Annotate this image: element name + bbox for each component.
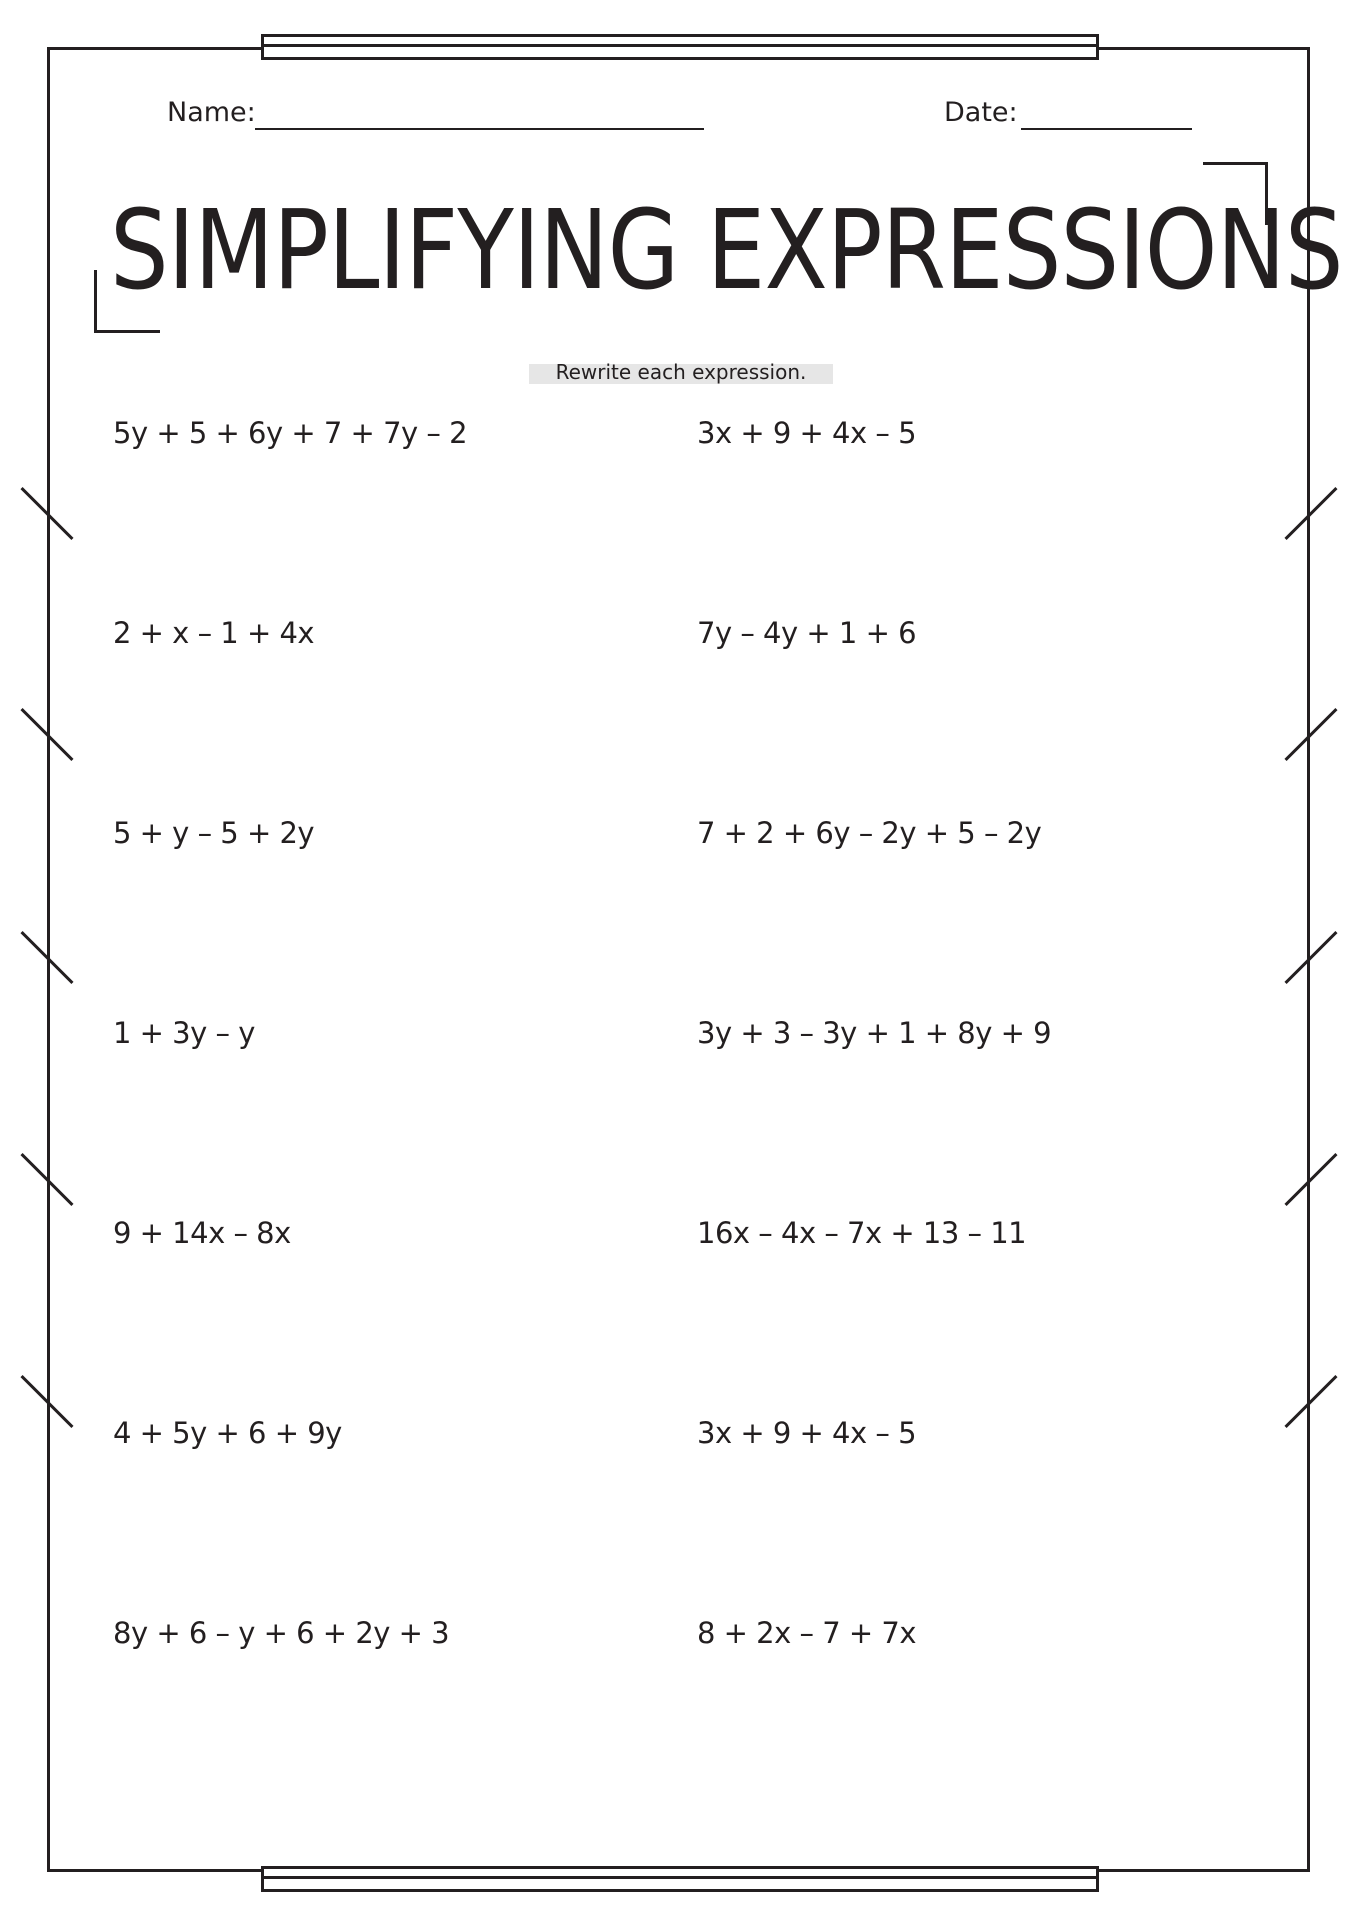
problem-right-4: 3y + 3 – 3y + 1 + 8y + 9	[697, 1016, 1052, 1050]
problem-left-2: 2 + x – 1 + 4x	[113, 616, 315, 650]
name-field-line[interactable]	[255, 128, 704, 130]
problem-right-1: 3x + 9 + 4x – 5	[697, 416, 917, 450]
problem-right-5: 16x – 4x – 7x + 13 – 11	[697, 1216, 1027, 1250]
problem-left-5: 9 + 14x – 8x	[113, 1216, 291, 1250]
date-field-line[interactable]	[1021, 128, 1192, 130]
date-label: Date:	[944, 97, 1018, 128]
problem-right-7: 8 + 2x – 7 + 7x	[697, 1616, 917, 1650]
problem-right-6: 3x + 9 + 4x – 5	[697, 1416, 917, 1450]
instruction-text: Rewrite each expression.	[555, 360, 807, 384]
problem-left-1: 5y + 5 + 6y + 7 + 7y – 2	[113, 416, 468, 450]
problem-right-2: 7y – 4y + 1 + 6	[697, 616, 917, 650]
worksheet-border	[47, 47, 1343, 1872]
problem-left-7: 8y + 6 – y + 6 + 2y + 3	[113, 1616, 450, 1650]
name-label: Name:	[167, 97, 256, 128]
problem-right-3: 7 + 2 + 6y – 2y + 5 – 2y	[697, 816, 1042, 850]
bottom-decorative-bar	[261, 1866, 1099, 1892]
problem-left-6: 4 + 5y + 6 + 9y	[113, 1416, 342, 1450]
page-title: SIMPLIFYING EXPRESSIONS	[110, 186, 1343, 314]
top-decorative-bar	[261, 34, 1099, 60]
problem-left-4: 1 + 3y – y	[113, 1016, 255, 1050]
instruction-banner	[529, 360, 833, 384]
problem-left-3: 5 + y – 5 + 2y	[113, 816, 315, 850]
